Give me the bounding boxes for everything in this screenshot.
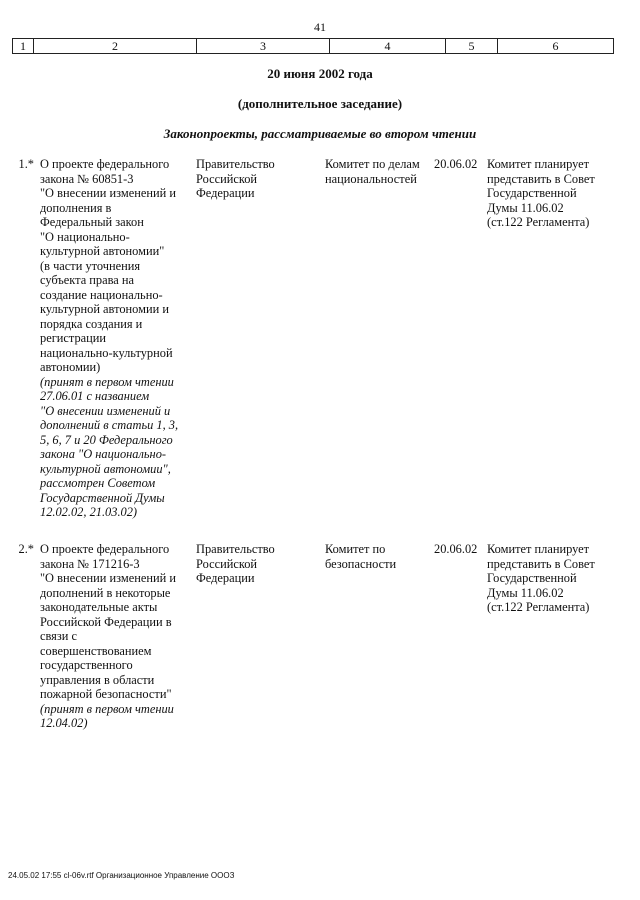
- author: [196, 157, 316, 201]
- first-reading-note: 12.04.02): [40, 716, 88, 730]
- column-number: 1: [13, 39, 34, 54]
- first-reading-note: дополнений в статьи 1, 3,: [40, 418, 179, 432]
- committee-line: национальностей: [325, 171, 417, 186]
- status-line: Государственной: [487, 571, 577, 585]
- row-number: 1.*: [18, 157, 34, 171]
- review-date: 20.06.02: [434, 542, 478, 556]
- description-line: связи с: [40, 629, 78, 643]
- description-line: закона № 171216-3: [40, 556, 140, 571]
- footer-print-info: 24.05.02 17:55 cl-06v.rtf Организационное Управление ОООЗ: [8, 871, 235, 880]
- description-line: культурной автономии": [40, 244, 165, 258]
- first-reading-note: 27.06.01 с названием: [40, 389, 150, 403]
- status-line: Государственной: [487, 186, 577, 200]
- status-line: Думы 11.06.02: [487, 200, 564, 215]
- description-line: дополнения в: [40, 200, 112, 215]
- author-line: Правительство: [196, 542, 275, 556]
- column-number: 5: [446, 39, 498, 54]
- description-line: Федеральный закон: [40, 215, 144, 229]
- description-line: законодательные акты: [40, 600, 158, 614]
- section-heading: Законопроекты, рассматриваемые во втором чтении: [163, 126, 477, 141]
- description-line: О проекте федерального: [40, 542, 170, 556]
- first-reading-note: закона "О национально-: [40, 447, 167, 461]
- status-line: Комитет планирует: [487, 542, 590, 556]
- first-reading-note: 5, 6, 7 и 20 Федерального: [40, 432, 173, 447]
- description-line: "О внесении изменений и: [40, 571, 176, 585]
- first-reading-note: (принят в первом чтении: [40, 374, 174, 389]
- first-reading-note: 12.02.02, 21.03.02): [40, 505, 138, 519]
- description-line: национально-культурной: [40, 345, 173, 360]
- description-line: государственного: [40, 658, 133, 672]
- description-line: Российской Федерации в: [40, 614, 172, 629]
- date-heading: 20 июня 2002 года: [267, 66, 373, 81]
- description-line: закона № 60851-3: [40, 171, 134, 186]
- column-number: 6: [498, 39, 614, 54]
- status-line: Комитет планирует: [487, 157, 590, 171]
- description-line: совершенствованием: [40, 643, 152, 658]
- status-line: Думы 11.06.02: [487, 585, 564, 600]
- description-line: культурной автономии и: [40, 302, 169, 316]
- column-number: 4: [330, 39, 446, 54]
- committee-line: безопасности: [325, 556, 397, 571]
- first-reading-note: Государственной Думы: [40, 490, 165, 505]
- description-line: "О национально-: [40, 229, 130, 244]
- committee: [325, 157, 430, 186]
- description-line: (в части уточнения: [40, 258, 141, 273]
- first-reading-note: рассмотрен Советом: [40, 476, 156, 490]
- status-line: (ст.122 Регламента): [487, 600, 590, 614]
- first-reading-note: "О внесении изменений и: [40, 403, 171, 418]
- column-number: 2: [34, 39, 197, 54]
- column-number-header: [12, 38, 614, 54]
- description-line: О проекте федерального: [40, 157, 170, 171]
- status-line: представить в Совет: [487, 556, 595, 571]
- status-line: (ст.122 Регламента): [487, 215, 590, 229]
- author-line: Федерации: [196, 186, 255, 200]
- committee: [325, 542, 430, 571]
- status: [487, 542, 617, 615]
- row-number: 2.*: [18, 542, 34, 556]
- author-line: Правительство: [196, 157, 275, 171]
- description-line: порядка создания и: [40, 316, 143, 331]
- page-number: 41: [314, 20, 326, 34]
- first-reading-note: культурной автономии",: [40, 461, 171, 476]
- committee-line: Комитет по: [325, 542, 386, 556]
- description-line: субъекта права на: [40, 273, 135, 287]
- author-line: Федерации: [196, 571, 255, 585]
- description-line: пожарной безопасности": [40, 687, 172, 701]
- status: [487, 157, 617, 230]
- column-number: 3: [197, 39, 330, 54]
- description-line: "О внесении изменений и: [40, 186, 176, 200]
- description-line: автономии): [40, 360, 101, 374]
- bill-description: [40, 157, 190, 520]
- description-line: регистрации: [40, 331, 107, 345]
- status-line: представить в Совет: [487, 171, 595, 186]
- description-line: дополнений в некоторые: [40, 585, 171, 600]
- author: [196, 542, 316, 586]
- author-line: Российской: [196, 556, 258, 571]
- description-line: управления в области: [40, 672, 155, 687]
- first-reading-note: (принят в первом чтении: [40, 701, 174, 716]
- review-date: 20.06.02: [434, 157, 478, 171]
- bill-description: [40, 542, 190, 731]
- author-line: Российской: [196, 171, 258, 186]
- session-heading: (дополнительное заседание): [237, 96, 403, 111]
- description-line: создание национально-: [40, 287, 163, 302]
- committee-line: Комитет по делам: [325, 157, 420, 171]
